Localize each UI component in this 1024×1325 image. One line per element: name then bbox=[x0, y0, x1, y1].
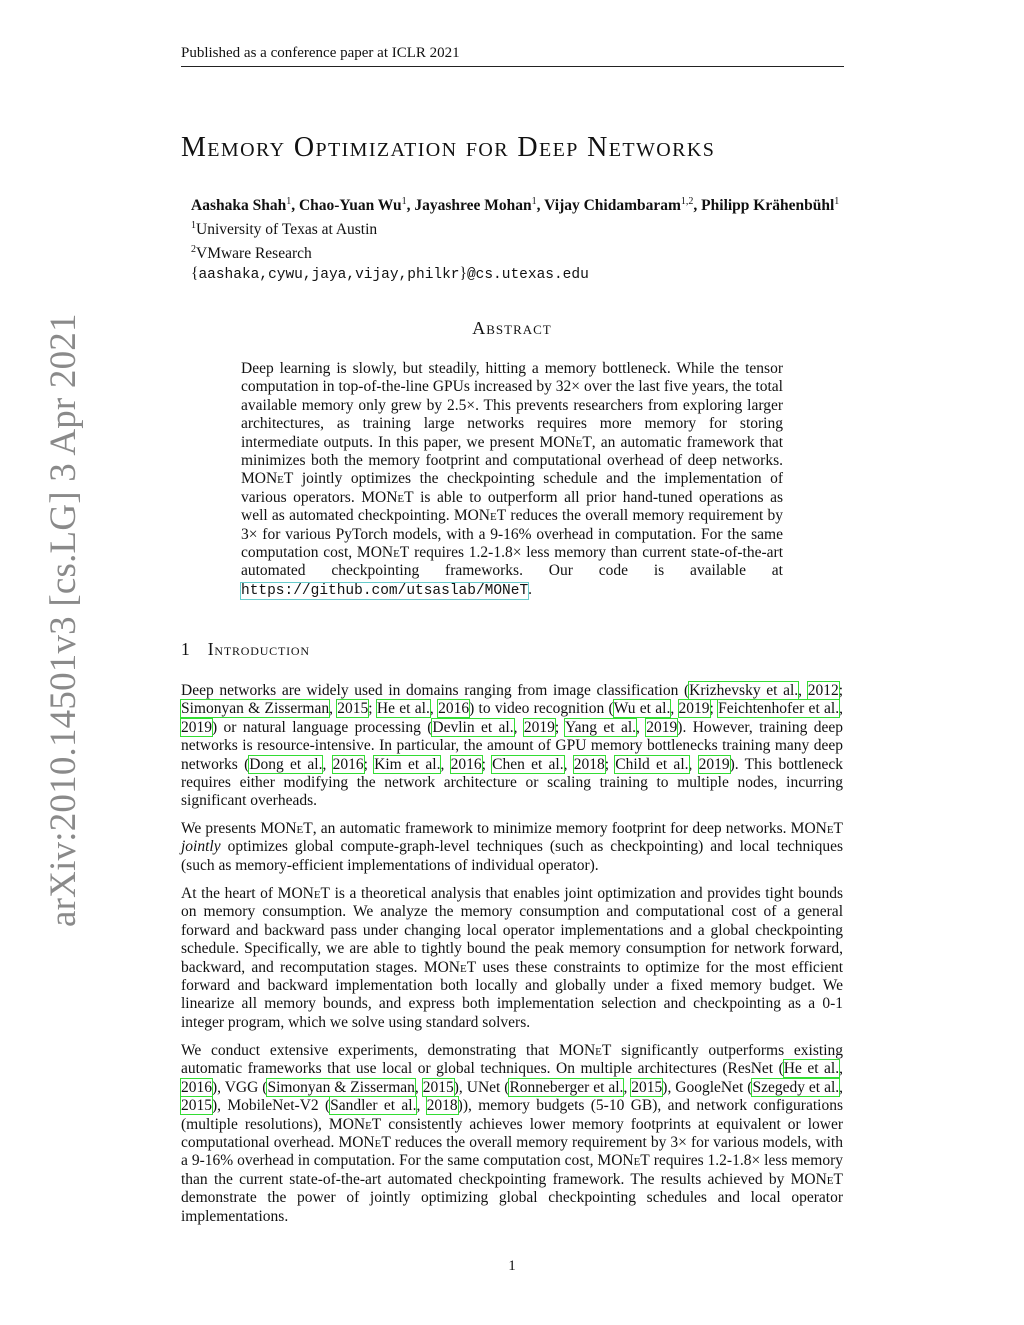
intro-paragraph-1: Deep networks are widely used in domains ranging from image classification (Krizhevsky et al., 2012; Simonyan & Zisserman, 2015; He et al., 2016) to video recognition (Wu et al., 2019; Feichtenhofer et al., 2019) or natural language processing (Devlin et al., 2019; Yang et al., 2019). However, training deep networks is resource-intensive. In particular, the amount of GPU memory bottlenecks training many deep networks (Dong et al., 2016; Kim et al., 2016; Chen et al., 2018; Child et al., 2019). This bottleneck requires either modifying the network architecture or scaling training to multiple nodes, incurring significant overheads. bbox=[181, 682, 844, 810]
monet-name: MONeT bbox=[597, 1152, 650, 1170]
citation-link[interactable]: Child et al. bbox=[615, 755, 689, 773]
section-heading-introduction bbox=[181, 638, 310, 660]
author-affiliation-marker: 1,2 bbox=[680, 196, 694, 207]
running-head: Published as a conference paper at ICLR 2021 bbox=[181, 44, 844, 67]
email-brace-close: } bbox=[459, 265, 467, 283]
author-separator: , bbox=[406, 197, 415, 215]
citation-link[interactable]: 2019 bbox=[678, 700, 710, 718]
abstract-heading: Abstract bbox=[472, 318, 552, 338]
author-affiliation-marker: 1 bbox=[286, 196, 292, 207]
monet-name: MONeT bbox=[790, 820, 844, 837]
monet-name: MONeT bbox=[361, 488, 414, 506]
affiliation-name: VMware Research bbox=[196, 245, 312, 263]
citation-link[interactable]: Chen et al. bbox=[492, 755, 564, 773]
emphasis-jointly: jointly bbox=[181, 838, 221, 856]
citation-link[interactable]: Simonyan & Zisserman bbox=[181, 700, 330, 718]
abstract-text: Deep learning is slowly, but steadily, hitting a memory bottleneck. While the tensor computation in top-of-the-line GPUs increased by 32× over the last five years, the total available memory only grew by 2.5×. This prevents researchers from exploring larger architectures, as training large networks requires more memory for storing intermediate outputs. In this paper, we present MONeT, an automatic framework that minimizes both the memory footprint and computational overhead of deep networks. MONeT jointly optimizes the checkpointing schedule and the implementation of various operators. MONeT is able to outperform all prior hand-tuned operations as well as automated checkpointing. MONeT reduces the overall memory requirement by 3× for various PyTorch models, with a 9-16% overhead in computation. For the same computation cost, MONeT requires 1.2-1.8× less memory than current state-of-the-art automated checkpointing frameworks. Our code is available at https://github.com/utsaslab/MONeT. bbox=[241, 360, 784, 599]
author-affiliation-marker: 1 bbox=[531, 196, 537, 207]
citation-link[interactable]: Kim et al. bbox=[374, 755, 441, 773]
citation-link[interactable]: Simonyan & Zisserman bbox=[267, 1078, 415, 1096]
monet-name: MONeT bbox=[328, 1115, 382, 1133]
author-emails bbox=[191, 264, 839, 285]
citation-link[interactable]: Sandler et al. bbox=[330, 1097, 417, 1115]
author-name: Jayashree Mohan bbox=[414, 197, 532, 215]
code-url-link[interactable]: https://github.com/utsaslab/MONeT bbox=[241, 582, 529, 599]
paper-title: Memory Optimization for Deep Networks bbox=[181, 132, 716, 163]
citation-link[interactable]: 2019 bbox=[523, 718, 555, 736]
monet-name: MONeT bbox=[338, 1134, 391, 1152]
section-number: 1 bbox=[181, 639, 190, 659]
arxiv-identifier: arXiv:2010.14501v3 [cs.LG] 3 Apr 2021 bbox=[43, 313, 84, 927]
intro-paragraph-4: We conduct extensive experiments, demonstrating that MONeT significantly outperforms existing automatic frameworks that use local or global techniques. On multiple architectures (ResNet (He et al., 2016), VGG (Simonyan & Zisserman, 2015), UNet (Ronneberger et al., 2015), GoogleNet (Szegedy et al., 2015), MobileNet-V2 (Sandler et al., 2018)), memory budgets (5-10 GB), and network configurations (multiple resolutions), MONeT consistently achieves lower memory footprints at equivalent or lower computational overhead. MONeT reduces the overall memory requirement by 3× for various models, with a 9-16% overhead in computation. For the same computation cost, MONeT requires 1.2-1.8× less memory than the current state-of-the-art automated checkpointing framework. The results achieved by MONeT demonstrate the power of jointly optimizing global checkpointing schedules and local operator implementations. bbox=[181, 1042, 844, 1225]
citation-link[interactable]: He et al. bbox=[783, 1060, 840, 1078]
author-name: Vijay Chidambaram bbox=[544, 197, 681, 215]
email-usernames: aashaka,cywu,jaya,vijay,philkr bbox=[198, 267, 460, 284]
citation-link[interactable]: 2019 bbox=[646, 718, 678, 736]
citation-link[interactable]: 2012 bbox=[807, 682, 839, 699]
author-separator: , bbox=[291, 197, 299, 215]
citation-link[interactable]: Devlin et al. bbox=[432, 718, 514, 736]
monet-name: MONeT bbox=[790, 1170, 843, 1188]
monet-name: MONeT bbox=[453, 507, 507, 525]
citation-link[interactable]: Krizhevsky et al. bbox=[689, 682, 799, 699]
affiliation-marker: 2 bbox=[191, 244, 196, 256]
monet-name: MONeT bbox=[559, 1042, 612, 1059]
citation-link[interactable]: 2016 bbox=[450, 755, 482, 773]
intro-paragraph-3: At the heart of MONeT is a theoretical analysis that enables joint optimization and provides tight bounds on memory consumption. We analyze the memory consumption and computational cost of a general forward and backward pass under changing local operator implementations and a global checkpointing schedule. Specifically, we are able to tightly bound the peak memory consumption for network forward, backward, and recomputation stages. MONeT uses these constraints to optimize for the most efficient forward and backward implementation both locally and globally under a fixed memory budget. We linearize all memory bounds, and express both implementation selection and checkpointing as a 0-1 integer program, which we solve using standard solvers. bbox=[181, 885, 844, 1031]
email-domain: @cs.utexas.edu bbox=[466, 267, 589, 284]
affiliation-name: University of Texas at Austin bbox=[196, 221, 378, 239]
author-affiliation-marker: 1 bbox=[401, 196, 407, 207]
author-separator: , bbox=[536, 197, 545, 215]
affiliation-2 bbox=[191, 240, 839, 264]
monet-name: MONeT bbox=[260, 820, 313, 837]
citation-link[interactable]: Wu et al. bbox=[613, 700, 671, 718]
author-separator: , bbox=[693, 197, 702, 215]
affiliation-1 bbox=[191, 216, 839, 240]
author-name: Philipp Krähenbühl bbox=[701, 197, 835, 215]
section-title: Introduction bbox=[207, 639, 310, 659]
citation-link[interactable]: 2019 bbox=[698, 755, 730, 773]
citation-link[interactable]: 2015 bbox=[337, 700, 369, 718]
citation-link[interactable]: 2016 bbox=[332, 755, 364, 773]
monet-name: MONeT bbox=[241, 470, 294, 488]
monet-name: MONeT bbox=[356, 544, 410, 562]
citation-link[interactable]: 2015 bbox=[181, 1097, 212, 1115]
email-brace-open: { bbox=[191, 265, 199, 283]
citation-link[interactable]: 2016 bbox=[438, 700, 470, 718]
citation-link[interactable]: Dong et al. bbox=[249, 755, 323, 773]
author-list bbox=[191, 197, 839, 214]
author-affiliation-marker: 1 bbox=[834, 196, 840, 207]
affiliation-marker: 1 bbox=[191, 220, 196, 232]
monet-name: MONeT bbox=[539, 433, 592, 451]
citation-link[interactable]: Ronneberger et al. bbox=[509, 1078, 624, 1096]
citation-link[interactable]: 2018 bbox=[573, 755, 605, 773]
author-name: Chao-Yuan Wu bbox=[298, 197, 402, 215]
monet-name: MONeT bbox=[423, 958, 477, 976]
page-number: 1 bbox=[508, 1258, 516, 1274]
citation-link[interactable]: 2016 bbox=[181, 1078, 212, 1096]
citation-link[interactable]: 2015 bbox=[631, 1078, 663, 1096]
citation-link[interactable]: 2015 bbox=[422, 1078, 454, 1096]
monet-name: MONeT bbox=[277, 885, 331, 902]
citation-link[interactable]: Yang et al. bbox=[565, 718, 637, 736]
author-name: Aashaka Shah bbox=[191, 197, 287, 215]
citation-link[interactable]: 2018 bbox=[426, 1097, 458, 1115]
author-block bbox=[191, 192, 839, 285]
intro-paragraph-2: We presents MONeT, an automatic framework to minimize memory footprint for deep networks. MONeT jointly optimizes global compute-graph-level techniques (such as checkpointing) and local techniques (such as memory-efficient implementations of individual operator). bbox=[181, 820, 844, 874]
citation-link[interactable]: Feichtenhofer et al. bbox=[718, 700, 840, 718]
citation-link[interactable]: He et al. bbox=[376, 700, 430, 718]
citation-link[interactable]: 2019 bbox=[181, 718, 212, 736]
citation-link[interactable]: Szegedy et al. bbox=[752, 1078, 840, 1096]
